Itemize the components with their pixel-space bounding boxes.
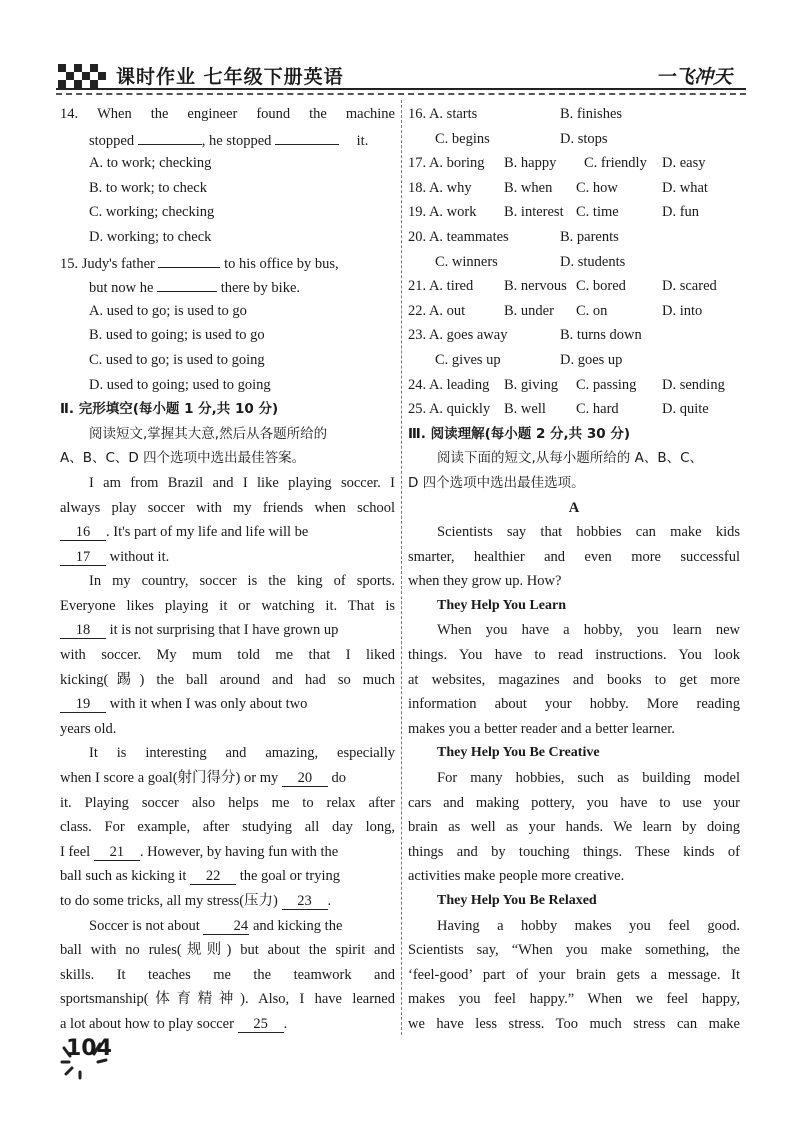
passage-line: information about your hobby. More reading <box>408 696 740 713</box>
option[interactable]: B. used to going; is used to go <box>89 327 265 344</box>
blank-18[interactable]: 18 <box>60 622 106 639</box>
header-rule <box>56 88 746 90</box>
passage-line: ball with no rules(规则) but about the spirit and <box>60 942 395 959</box>
option[interactable]: B. to work; to check <box>89 179 207 196</box>
passage-line: 18 it is not surprising that I have grown up <box>60 618 395 643</box>
option[interactable]: C. how <box>576 179 618 196</box>
passage-line: For many hobbies, such as building model <box>437 770 740 787</box>
passage-line: When you have a hobby, you learn new <box>437 622 740 639</box>
option[interactable]: D. working; to check <box>89 228 212 245</box>
option[interactable]: D. used to going; used to going <box>89 376 271 393</box>
option[interactable]: 25. A. quickly <box>408 401 491 418</box>
passage-line: Scientists say that hobbies can make kids <box>437 524 740 541</box>
passage-line: a lot about how to play soccer 25 . <box>60 1015 288 1032</box>
option[interactable]: A. to work; checking <box>89 155 212 172</box>
option-row <box>408 397 740 422</box>
option-row <box>408 102 740 127</box>
answer-blank[interactable] <box>157 274 217 292</box>
section-2-instruction: 阅读短文,掌握其大意,然后从各题所给的 <box>89 425 328 442</box>
blank-24[interactable]: 24 <box>203 918 249 935</box>
section-2-instruction: A、B、C、D 四个选项中选出最佳答案。 <box>60 450 306 467</box>
subheading: They Help You Be Creative <box>437 745 600 761</box>
option[interactable]: C. on <box>576 302 608 319</box>
option-row <box>408 250 740 275</box>
option[interactable]: A. used to go; is used to go <box>89 302 247 319</box>
option[interactable]: 19. A. work <box>408 204 477 221</box>
option[interactable]: C. used to go; is used to going <box>89 351 265 368</box>
q15-line2: but now he there by bike. <box>60 274 395 299</box>
option[interactable]: B. finishes <box>560 106 623 122</box>
option[interactable]: C. winners <box>435 253 498 270</box>
option[interactable]: D. easy <box>662 155 706 172</box>
q14-line1: 14. When the engineer found the machine <box>60 106 395 122</box>
header-title: 课时作业 七年级下册英语 <box>116 66 344 88</box>
option[interactable]: 24. A. leading <box>408 376 490 393</box>
option[interactable]: B. turns down <box>560 327 642 344</box>
answer-blank[interactable] <box>275 127 339 145</box>
section-3-heading: Ⅲ. 阅读理解(每小题 2 分,共 30 分) <box>408 425 631 442</box>
option[interactable]: D. goes up <box>560 351 623 368</box>
passage-line: activities make people more creative. <box>408 868 625 885</box>
option[interactable]: C. friendly <box>584 155 647 172</box>
passage-line: I am from Brazil and I like playing soccer. I <box>89 474 395 491</box>
option[interactable]: B. nervous <box>504 278 567 295</box>
header-dashed-rule <box>56 93 746 95</box>
reading-passage <box>408 520 740 1036</box>
blank-21[interactable]: 21 <box>94 844 140 861</box>
passage-line: with soccer. My mum told me that I liked <box>60 647 395 664</box>
q14-line2: stopped , he stopped it. <box>60 127 395 152</box>
blank-23[interactable]: 23 <box>282 893 328 910</box>
passage-line: kicking(踢) the ball around and had so much <box>60 671 395 688</box>
right-column <box>408 102 740 1037</box>
option[interactable]: 22. A. out <box>408 302 466 319</box>
option[interactable]: C. working; checking <box>89 204 215 221</box>
option[interactable]: C. time <box>576 204 619 221</box>
blank-25[interactable]: 25 <box>238 1016 284 1033</box>
page-number: 104 <box>66 1036 112 1061</box>
section-3-instruction: D 四个选项中选出最佳选项。 <box>408 474 585 491</box>
option[interactable]: 16. A. starts <box>408 106 478 122</box>
option[interactable]: B. giving <box>504 376 558 393</box>
column-divider <box>401 100 402 1035</box>
option-row <box>408 323 740 348</box>
passage-line: to do some tricks, all my stress(压力) 23 . <box>60 893 332 909</box>
passage-line: smarter, healthier and even more successful <box>408 548 740 565</box>
blank-22[interactable]: 22 <box>190 868 236 885</box>
option-row <box>408 299 740 324</box>
option[interactable]: B. interest <box>504 204 564 221</box>
passage-line: sportsmanship(体育精神). Also, I have learned <box>60 991 395 1008</box>
blank-16[interactable]: 16 <box>60 524 106 541</box>
cloze-options <box>408 102 740 422</box>
passage-line: ball such as kicking it 22 the goal or trying <box>60 868 340 885</box>
passage-line: 19 with it when I was only about two <box>60 692 395 717</box>
option[interactable]: D. stops <box>560 130 608 147</box>
passage-line: Everyone likes playing it or watching it. That is <box>60 597 395 614</box>
subheading: They Help You Be Relaxed <box>437 893 597 908</box>
passage-line: at websites, magazines and books to get more <box>408 671 740 688</box>
passage-line: years old. <box>60 720 117 737</box>
section-3-instruction: 阅读下面的短文,从每小题所给的 A、B、C、 <box>437 450 704 467</box>
option[interactable]: B. parents <box>560 228 619 245</box>
option-row <box>408 373 740 398</box>
passage-line: things. You have to read instructions. You look <box>408 647 740 664</box>
question-14 <box>60 102 395 250</box>
passage-line: it. Playing soccer also helps me to relax after <box>60 794 395 811</box>
page-header <box>0 0 800 105</box>
passage-line: we have less stress. Too much stress can make <box>408 1015 740 1032</box>
option[interactable]: D. what <box>662 179 708 196</box>
passage-line: 16 . It's part of my life and life will be <box>60 520 395 545</box>
option[interactable]: B. happy <box>504 155 557 172</box>
passage-line: always play soccer with my friends when school <box>60 499 395 516</box>
passage-line: makes you a better reader and a better learner. <box>408 720 675 737</box>
option-row <box>408 225 740 250</box>
option[interactable]: D. fun <box>662 204 700 221</box>
passage-label: A <box>568 499 580 516</box>
option[interactable]: C. passing <box>576 376 637 393</box>
option[interactable]: D. scared <box>662 278 717 295</box>
passage-line: skills. It teaches me the teamwork and <box>60 966 395 983</box>
option[interactable]: B. under <box>504 302 554 319</box>
option[interactable]: D. students <box>560 253 626 270</box>
option[interactable]: 21. A. tired <box>408 278 474 295</box>
passage-line: things and by touching things. These kinds of <box>408 843 740 860</box>
section-2-heading: Ⅱ. 完形填空(每小题 1 分,共 10 分) <box>60 401 279 418</box>
option[interactable]: B. well <box>504 401 546 418</box>
passage-line: makes you feel happy.” When we feel happy, <box>408 991 740 1008</box>
blank-19[interactable]: 19 <box>60 696 106 713</box>
passage-line: In my country, soccer is the king of sports. <box>89 573 395 590</box>
option[interactable]: C. gives up <box>435 351 501 368</box>
blank-17[interactable]: 17 <box>60 549 106 566</box>
answer-blank[interactable] <box>138 127 202 145</box>
passage-line: ‘feel-good’ part of your brain gets a message. It <box>408 966 740 983</box>
option[interactable]: 23. A. goes away <box>408 327 508 344</box>
cloze-passage <box>60 471 395 1037</box>
subheading: They Help You Learn <box>437 597 566 613</box>
q15-line1: 15. Judy's father to his office by bus, <box>60 250 395 275</box>
option[interactable]: D. quite <box>662 401 709 418</box>
passage-line: Scientists say, “When you make something, the <box>408 942 740 959</box>
option-row <box>408 274 740 299</box>
question-15 <box>60 250 395 398</box>
passage-line: I feel 21 . However, by having fun with the <box>60 843 339 860</box>
passage-line: cars and making pottery, you have to use your <box>408 794 740 811</box>
passage-line: 17 without it. <box>60 545 395 570</box>
option[interactable]: B. when <box>504 179 553 196</box>
left-column <box>60 102 395 1037</box>
option[interactable]: C. begins <box>435 130 490 147</box>
option[interactable]: C. hard <box>576 401 619 418</box>
passage-line: brain as well as your hands. We learn by doing <box>408 819 740 836</box>
answer-blank[interactable] <box>158 250 220 268</box>
option-row <box>408 348 740 373</box>
option[interactable]: 17. A. boring <box>408 155 485 172</box>
option[interactable]: 20. A. teammates <box>408 228 509 245</box>
passage-line: Soccer is not about 24 and kicking the <box>89 917 343 934</box>
passage-line: when I score a goal(射门得分) or my 20 do <box>60 770 346 787</box>
option[interactable]: D. into <box>662 302 703 319</box>
option-row <box>408 200 740 225</box>
option-row <box>408 176 740 201</box>
option[interactable]: D. sending <box>662 376 725 393</box>
blank-20[interactable]: 20 <box>282 770 328 787</box>
header-brand: 一飞冲天 <box>656 66 733 88</box>
passage-line: It is interesting and amazing, especially <box>89 745 395 762</box>
passage-line: when they grow up. How? <box>408 573 562 590</box>
option-row <box>408 127 740 152</box>
option[interactable]: C. bored <box>576 278 626 295</box>
option-row <box>408 151 740 176</box>
option[interactable]: 18. A. why <box>408 179 472 196</box>
passage-line: Having a hobby makes you feel good. <box>437 917 740 934</box>
passage-line: class. For example, after studying all day long, <box>60 819 395 836</box>
